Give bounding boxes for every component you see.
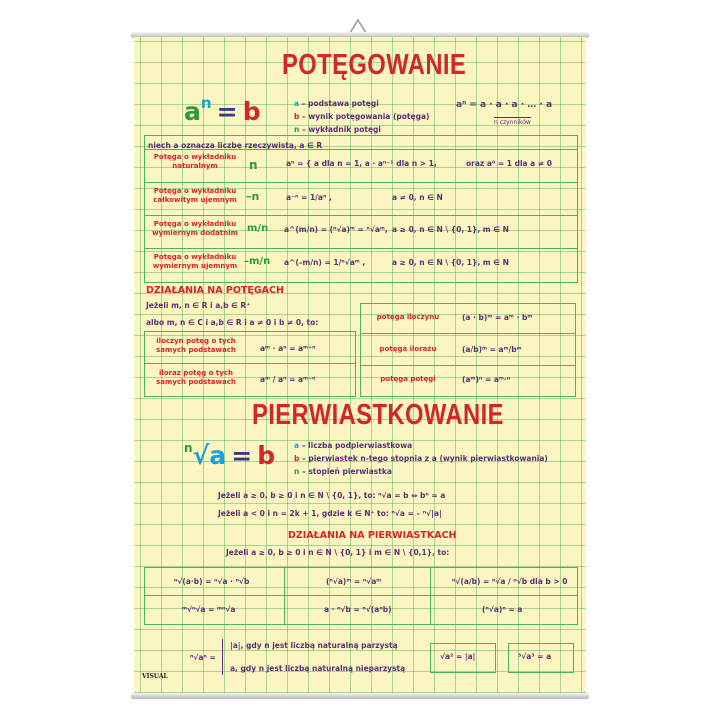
power-op-formula: aᵐ / aⁿ = aᵐ⁻ⁿ bbox=[260, 375, 316, 384]
root-formula-radical: √a bbox=[192, 441, 227, 470]
table-divider bbox=[144, 215, 578, 216]
def-row-extra: a ≥ 0, n ∈ N \ {0, 1}, m ∈ N bbox=[392, 258, 509, 267]
def-row-formula: a⁻ⁿ = 1/aⁿ , bbox=[286, 193, 332, 202]
legend-item-b: b – pierwiastek n-tego stopnia z a (wynik pierwiastkowania) bbox=[294, 454, 548, 463]
def-row-label: Potęga o wykładniku naturalnym bbox=[153, 153, 237, 170]
power-op-label: iloczyn potęg o tych samych podstawach bbox=[156, 337, 236, 354]
def-row-symbol: –n bbox=[246, 190, 260, 203]
table-divider bbox=[284, 567, 285, 625]
root-op-formula: (ⁿ√a)ᵐ = ⁿ√aᵐ bbox=[326, 577, 382, 586]
power-op-formula: (aᵐ)ⁿ = aᵐ·ⁿ bbox=[462, 375, 511, 384]
table-divider bbox=[144, 149, 578, 150]
def-row-label: Potęga o wykładniku wymiernym ujemnym bbox=[152, 253, 238, 270]
power-op-label: potęga potęgi bbox=[380, 375, 436, 383]
root-formula-res: b bbox=[257, 441, 276, 470]
root-op-formula: ᵐ√ⁿ√a = ᵐⁿ√a bbox=[182, 605, 236, 614]
table-divider bbox=[360, 365, 576, 366]
table-divider bbox=[144, 182, 578, 183]
root-op-formula: (ⁿ√a)ⁿ = a bbox=[482, 605, 523, 614]
table-divider bbox=[144, 248, 578, 249]
table-divider bbox=[430, 567, 431, 625]
root-main-formula bbox=[184, 441, 275, 470]
legend-item-a: a – liczba podpierwiastkowa bbox=[294, 441, 413, 450]
product-formula: aⁿ = a · a · a · … · a bbox=[456, 100, 553, 110]
root-legend bbox=[294, 439, 548, 478]
root-ops-title: DZIAŁANIA NA PIERWIASTKACH bbox=[288, 530, 457, 541]
power-op-label: iloraz potęg o tych samych podstawach bbox=[156, 369, 236, 386]
abs-case-even: |a|, gdy n jest liczbą naturalną parzystą bbox=[230, 641, 398, 650]
abs-case-odd: a, gdy n jest liczbą naturalną nieparzystą bbox=[230, 664, 406, 673]
power-op-formula: aᵐ · aⁿ = aᵐ⁺ⁿ bbox=[260, 344, 316, 353]
cube-formula: ³√a³ = a bbox=[518, 652, 552, 661]
product-note: n czynników bbox=[494, 119, 531, 126]
sq-formula: √a² = |a| bbox=[440, 652, 476, 661]
power-main-formula bbox=[184, 94, 261, 126]
root-op-formula: a · ⁿ√b = ⁿ√(aⁿb) bbox=[324, 605, 392, 614]
def-row-formula: aⁿ = { a dla n = 1, a · aⁿ⁻¹ dla n > 1, bbox=[286, 159, 437, 168]
def-row-symbol: n bbox=[249, 158, 258, 172]
power-legend bbox=[294, 97, 429, 136]
legend-item-n: n – wykładnik potęgi bbox=[294, 125, 381, 134]
power-ops-cond1: Jeżeli m, n ∈ R i a,b ∈ R⁺ bbox=[146, 301, 251, 310]
root-cond2: Jeżeli a < 0 i n = 2k + 1, gdzie k ∈ N⁺ to: ⁿ√a = – ⁿ√|a| bbox=[218, 509, 442, 518]
def-row-symbol: –m/n bbox=[244, 256, 271, 267]
root-ops-cond: Jeżeli a ≥ 0, b ≥ 0 i n ∈ N \ {0, 1} i m ∈ N \ {0,1}, to: bbox=[226, 548, 450, 557]
power-intro: niech a oznacza liczbę rzeczywistą, a ∈ R bbox=[148, 141, 323, 150]
power-op-label: potęga iloczynu bbox=[376, 313, 440, 321]
root-cond1: Jeżeli a ≥ 0, b ≥ 0 i n ∈ N \ {0, 1}, to: ⁿ√a = b ⇔ bⁿ = a bbox=[218, 491, 446, 500]
legend-item-b: b – wynik potęgowania (potęga) bbox=[294, 112, 430, 121]
power-ops-cond2: albo m, n ∈ C i a,b ∈ R i a ≠ 0 i b ≠ 0, to: bbox=[146, 318, 319, 327]
power-formula-eq: = bbox=[216, 97, 238, 126]
def-row-label: Potęga o wykładniku całkowitym ujemnym bbox=[153, 187, 237, 204]
legend-item-a: a – podstawa potęgi bbox=[294, 99, 379, 108]
power-op-formula: (a/b)ᵐ = aᵐ/bᵐ bbox=[462, 345, 522, 354]
power-op-label: potęga ilorazu bbox=[379, 345, 437, 353]
legend-item-n: n – stopień pierwiastka bbox=[294, 467, 392, 476]
def-row-formula: a^(m/n) = (ⁿ√a)ᵐ = ⁿ√aᵐ, bbox=[284, 225, 388, 234]
def-row-formula: a^(–m/n) = 1/ⁿ√aᵐ , bbox=[284, 258, 366, 267]
abs-lhs: ⁿ√aⁿ = bbox=[190, 653, 216, 662]
power-formula-base: a bbox=[184, 97, 201, 126]
power-title: POTĘGOWANIE bbox=[282, 49, 467, 81]
table-divider bbox=[144, 595, 578, 596]
power-op-formula: (a · b)ᵐ = aᵐ · bᵐ bbox=[462, 313, 533, 322]
def-row-symbol: m/n bbox=[247, 223, 269, 234]
def-row-extra: a ≠ 0, n ∈ N bbox=[392, 193, 443, 202]
brace bbox=[222, 639, 227, 675]
def-row-label: Potęga o wykładniku wymiernym dodatnim bbox=[152, 220, 238, 237]
root-ops-grid bbox=[144, 567, 578, 625]
root-op-formula: ⁿ√(a/b) = ⁿ√a / ⁿ√b dla b > 0 bbox=[452, 577, 568, 586]
def-row-extra: oraz a⁰ = 1 dla a ≠ 0 bbox=[466, 159, 552, 168]
root-title: PIERWIASTKOWANIE bbox=[252, 399, 504, 431]
table-divider bbox=[144, 363, 356, 364]
power-formula-res: b bbox=[242, 97, 261, 126]
brand-logo: VISUAL bbox=[142, 673, 168, 680]
poster-sheet bbox=[134, 37, 586, 693]
root-op-formula: ⁿ√(a·b) = ⁿ√a · ⁿ√b bbox=[174, 577, 250, 586]
def-row-extra: a ≥ 0, n ∈ N \ {0, 1}, m ∈ N bbox=[392, 225, 509, 234]
power-formula-exp: n bbox=[200, 94, 212, 112]
bottom-rail bbox=[131, 693, 589, 699]
table-divider bbox=[360, 333, 576, 334]
root-formula-index: n bbox=[184, 441, 193, 455]
root-formula-eq: = bbox=[231, 441, 253, 470]
power-ops-title: DZIAŁANIA NA POTĘGACH bbox=[146, 285, 284, 296]
